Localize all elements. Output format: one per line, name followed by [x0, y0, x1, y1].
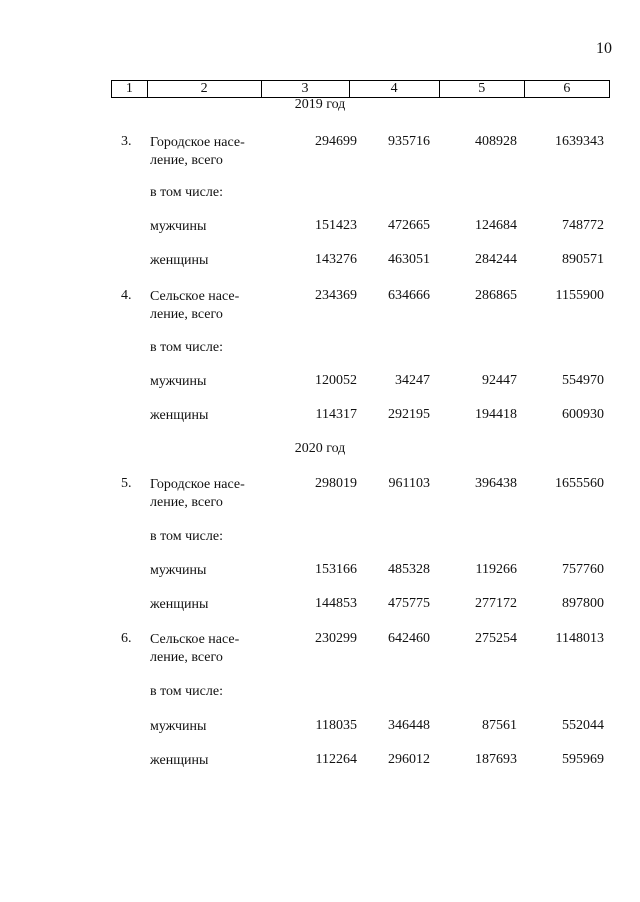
cell-col-5: 408928: [475, 134, 517, 149]
cell-col-6: 897800: [562, 596, 604, 611]
cell-col-4: 346448: [388, 718, 430, 733]
row-label: женщины: [150, 408, 209, 423]
cell-col-3: 153166: [315, 562, 357, 577]
row-label-line-1: Городское насе-: [150, 135, 245, 150]
cell-col-3: 151423: [315, 218, 357, 233]
cell-col-4: 34247: [395, 373, 430, 388]
row-label: мужчины: [150, 719, 207, 734]
including-label: в том числе:: [150, 529, 223, 544]
column-header-1: 1: [112, 81, 148, 97]
row-label: [150, 134, 275, 170]
row-label-line-2: ление, всего: [150, 153, 223, 168]
row-label: мужчины: [150, 374, 207, 389]
cell-col-5: 284244: [475, 252, 517, 267]
cell-col-3: 294699: [315, 134, 357, 149]
cell-col-6: 595969: [562, 752, 604, 767]
row-label: женщины: [150, 753, 209, 768]
row-label-line-2: ление, всего: [150, 650, 223, 665]
including-label: в том числе:: [150, 340, 223, 355]
year-heading-2019: 2019 год: [294, 97, 346, 112]
cell-col-3: 298019: [315, 476, 357, 491]
cell-col-5: 187693: [475, 752, 517, 767]
column-header-4: 4: [350, 81, 440, 97]
row-number: 5.: [121, 476, 132, 491]
cell-col-5: 286865: [475, 288, 517, 303]
cell-col-4: 634666: [388, 288, 430, 303]
cell-col-6: 552044: [562, 718, 604, 733]
column-header-5: 5: [440, 81, 525, 97]
cell-col-3: 234369: [315, 288, 357, 303]
cell-col-6: 1639343: [555, 134, 604, 149]
cell-col-6: 1148013: [555, 631, 604, 646]
cell-col-3: 144853: [315, 596, 357, 611]
cell-col-4: 292195: [388, 407, 430, 422]
cell-col-6: 757760: [562, 562, 604, 577]
cell-col-4: 463051: [388, 252, 430, 267]
column-header-3: 3: [262, 81, 350, 97]
cell-col-5: 275254: [475, 631, 517, 646]
cell-col-3: 112264: [315, 752, 357, 767]
row-number: 6.: [121, 631, 132, 646]
cell-col-4: 472665: [388, 218, 430, 233]
cell-col-6: 890571: [562, 252, 604, 267]
cell-col-5: 119266: [475, 562, 517, 577]
including-label: в том числе:: [150, 684, 223, 699]
row-label-line-2: ление, всего: [150, 495, 223, 510]
including-label: в том числе:: [150, 185, 223, 200]
row-label: [150, 288, 275, 324]
cell-col-4: 961103: [388, 476, 430, 491]
cell-col-3: 118035: [315, 718, 357, 733]
year-heading-2020: 2020 год: [294, 441, 346, 456]
cell-col-4: 642460: [388, 631, 430, 646]
cell-col-6: 1655560: [555, 476, 604, 491]
column-header-2: 2: [148, 81, 262, 97]
row-label: [150, 476, 275, 512]
cell-col-6: 1155900: [555, 288, 604, 303]
row-label: женщины: [150, 253, 209, 268]
row-label: женщины: [150, 597, 209, 612]
row-label-line-1: Сельское насе-: [150, 289, 240, 304]
cell-col-3: 114317: [315, 407, 357, 422]
column-header-6: 6: [563, 81, 571, 96]
row-label: мужчины: [150, 563, 207, 578]
cell-col-4: 485328: [388, 562, 430, 577]
cell-col-3: 143276: [315, 252, 357, 267]
page-number: 10: [596, 40, 612, 57]
row-number: 4.: [121, 288, 132, 303]
cell-col-5: 87561: [482, 718, 517, 733]
cell-col-5: 396438: [475, 476, 517, 491]
cell-col-4: 935716: [388, 134, 430, 149]
cell-col-4: 296012: [388, 752, 430, 767]
cell-col-6: 748772: [562, 218, 604, 233]
cell-col-3: 230299: [315, 631, 357, 646]
cell-col-5: 124684: [475, 218, 517, 233]
row-label-line-1: Сельское насе-: [150, 632, 240, 647]
cell-col-4: 475775: [388, 596, 430, 611]
row-label-line-2: ление, всего: [150, 307, 223, 322]
cell-col-6: 554970: [562, 373, 604, 388]
row-label: мужчины: [150, 219, 207, 234]
table-header-row: [111, 80, 610, 98]
cell-col-5: 92447: [482, 373, 517, 388]
cell-col-3: 120052: [315, 373, 357, 388]
row-label-line-1: Городское насе-: [150, 477, 245, 492]
cell-col-5: 194418: [475, 407, 517, 422]
row-number: 3.: [121, 134, 132, 149]
cell-col-5: 277172: [475, 596, 517, 611]
row-label: [150, 631, 275, 667]
cell-col-6: 600930: [562, 407, 604, 422]
